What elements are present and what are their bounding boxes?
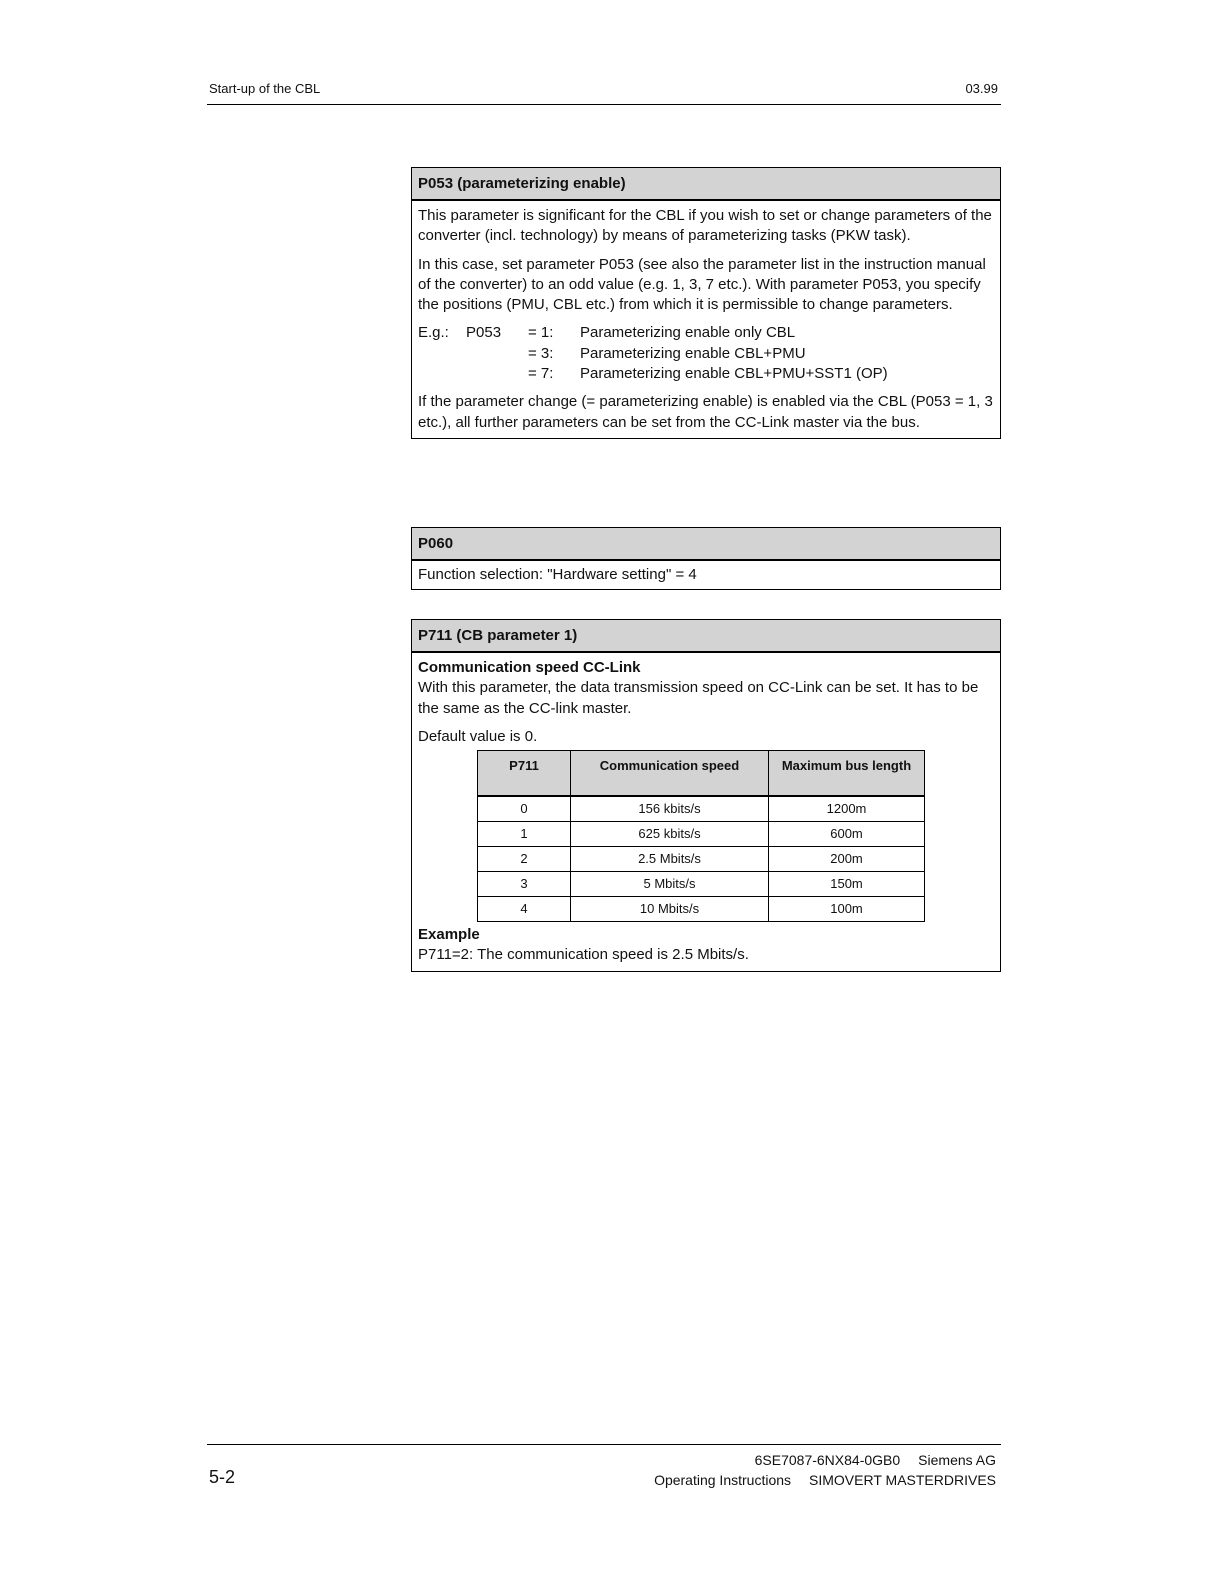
- p053-box: [411, 167, 1001, 439]
- example-row: [418, 323, 994, 343]
- p711-subtitle: Communication speed CC-Link: [418, 659, 641, 676]
- example-text: Parameterizing enable only CBL: [580, 324, 796, 342]
- running-header-title: Start-up of the CBL: [209, 81, 321, 96]
- cell-p711: 0: [478, 796, 571, 822]
- header-divider: [207, 104, 1001, 105]
- example-param: P053: [466, 324, 502, 342]
- company-name: Siemens AG: [918, 1452, 996, 1468]
- p060-body: [412, 561, 1000, 589]
- p711-description: With this parameter, the data transmission speed on CC-Link can be set. It has to be the same as the CC-link master.: [418, 679, 979, 717]
- p711-title: P711 (CB parameter 1): [412, 620, 1000, 653]
- p060-text: Function selection: "Hardware setting" = 4: [418, 566, 697, 583]
- example-row: [418, 344, 994, 364]
- example-text: Parameterizing enable CBL+PMU+SST1 (OP): [580, 365, 888, 383]
- cell-p711: 1: [478, 822, 571, 847]
- p053-para3: If the parameter change (= parameterizing enable) is enabled via the CBL (P053 = 1, 3 etc.), all further parameters can be set from the CC-Link master via the bus.: [418, 393, 993, 431]
- table-row: [478, 796, 925, 822]
- cell-p711: 4: [478, 897, 571, 922]
- p053-title: P053 (parameterizing enable): [412, 168, 1000, 201]
- col-header-p711: P711: [478, 751, 571, 797]
- p060-box: [411, 527, 1001, 590]
- col-header-bus-length: Maximum bus length: [769, 751, 925, 797]
- p053-para2: In this case, set parameter P053 (see also the parameter list in the instruction manual of the converter) to an odd value (e.g. 1, 3, 7 etc.). With parameter P053, you specify the positions (PMU, CBL etc.) from which it is permissible to change parameters.: [418, 255, 986, 314]
- document-type: Operating Instructions: [654, 1472, 792, 1488]
- cell-length: 1200m: [769, 796, 925, 822]
- speed-table-header-row: [478, 751, 925, 797]
- example-value: = 1:: [528, 324, 554, 342]
- page-number: 5-2: [209, 1467, 236, 1487]
- example-label: E.g.:: [418, 324, 449, 342]
- table-row: [478, 847, 925, 872]
- cell-speed: 10 Mbits/s: [571, 897, 769, 922]
- table-row: [478, 872, 925, 897]
- example-title: Example: [418, 926, 480, 944]
- p711-box: [411, 619, 1001, 972]
- cell-length: 600m: [769, 822, 925, 847]
- cell-length: 100m: [769, 897, 925, 922]
- example-text: Parameterizing enable CBL+PMU: [580, 344, 806, 362]
- cell-speed: 5 Mbits/s: [571, 872, 769, 897]
- product-name: SIMOVERT MASTERDRIVES: [809, 1472, 996, 1488]
- example-value: = 3:: [528, 344, 554, 362]
- p711-default: Default value is 0.: [418, 727, 538, 745]
- cell-p711: 2: [478, 847, 571, 872]
- table-row: [478, 822, 925, 847]
- footer-line-2: [654, 1472, 996, 1488]
- p053-example-list: [418, 323, 994, 384]
- speed-table: [477, 750, 925, 922]
- p060-title: P060: [412, 528, 1000, 561]
- cell-speed: 625 kbits/s: [571, 822, 769, 847]
- example-value: = 7:: [528, 365, 554, 383]
- order-number: 6SE7087-6NX84-0GB0: [754, 1452, 901, 1468]
- cell-length: 200m: [769, 847, 925, 872]
- cell-speed: 156 kbits/s: [571, 796, 769, 822]
- p053-para1: This parameter is significant for the CBL if you wish to set or change parameters of the converter (incl. technology) by means of parameterizing tasks (PKW task).: [418, 207, 992, 245]
- cell-speed: 2.5 Mbits/s: [571, 847, 769, 872]
- p711-body: [412, 653, 1000, 971]
- cell-p711: 3: [478, 872, 571, 897]
- col-header-speed: Communication speed: [571, 751, 769, 797]
- running-header-date: 03.99: [965, 81, 998, 96]
- table-row: [478, 897, 925, 922]
- footer-divider: [207, 1444, 1001, 1445]
- example-row: [418, 364, 994, 384]
- p053-body: [412, 201, 1000, 438]
- footer-line-1: [755, 1452, 996, 1468]
- example-text: P711=2: The communication speed is 2.5 Mbits/s.: [418, 946, 749, 964]
- cell-length: 150m: [769, 872, 925, 897]
